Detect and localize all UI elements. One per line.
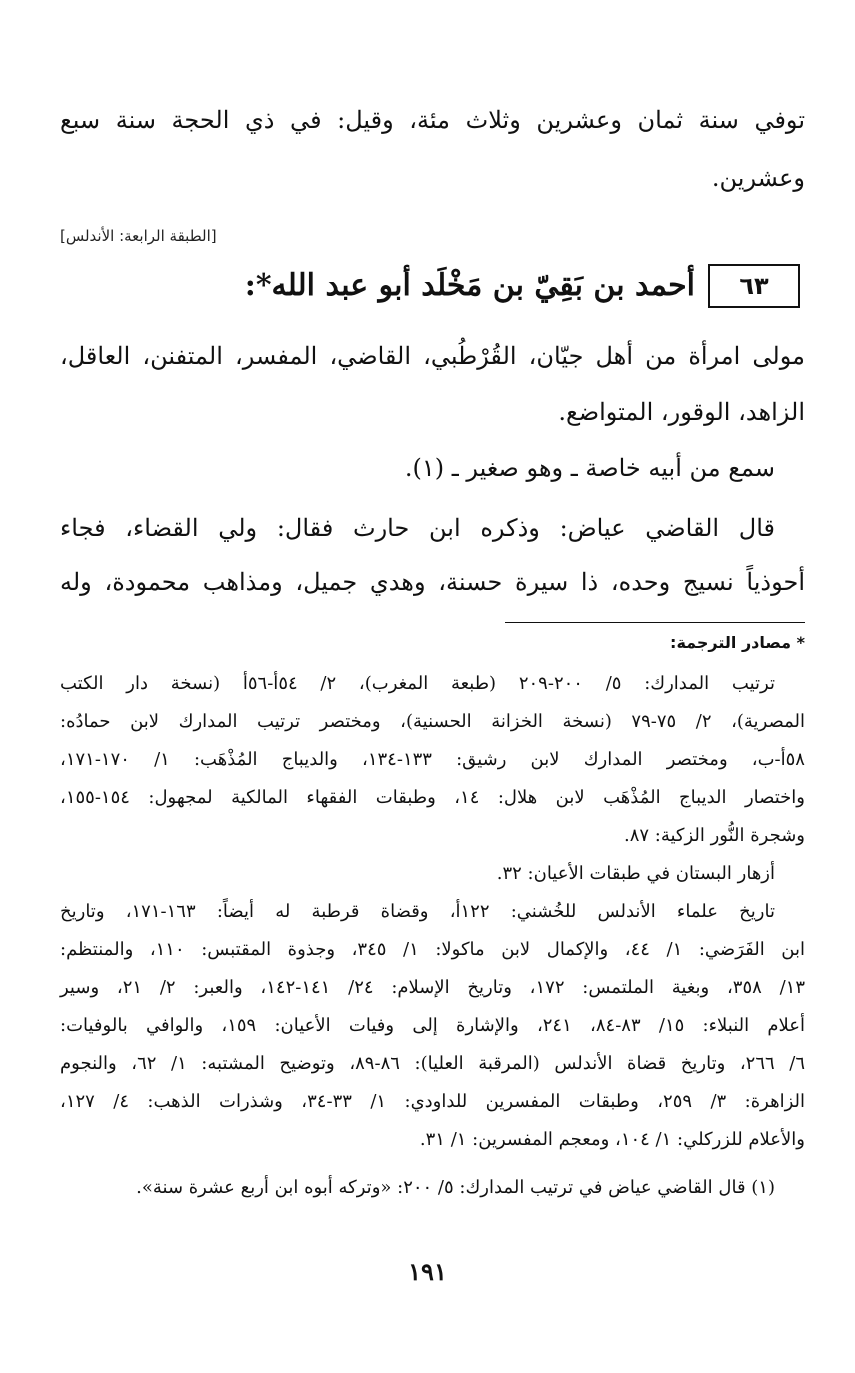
entry-number-box: ٦٣ (708, 264, 800, 308)
sources-line: واختصار الديباج المُذْهَب لابن هلال: ١٤، وطبقات الفقهاء المالكية لمجهول: ١٥٤-١٥٥، (60, 787, 805, 808)
sources-line: ترتيب المدارك: ٥/ ٢٠٠-٢٠٩ (طبعة المغرب)، ٢/ ٥٤أ-٥٦أ (نسخة دار الكتب (60, 673, 775, 694)
sources-line: المصرية)، ٢/ ٧٥-٧٩ (نسخة الخزانة الحسنية)، ومختصر ترتيب المدارك لابن حمادُه: (60, 711, 806, 732)
entry-title: أحمد بن بَقِيّ بن مَخْلَد أبو عبد الله*: (244, 268, 695, 303)
sources-line: وشجرة النُّور الزكية: ٨٧. (623, 825, 805, 846)
body-line-2: الزاهد، الوقور، المتواضع. (558, 398, 805, 426)
body-line-5: أحوذياً نسيج وحده، ذا سيرة حسنة، وهدي جميل، ومذاهب محمودة، وله (60, 568, 805, 596)
sources-line: أزهار البستان في طبقات الأعيان: ٣٢. (496, 863, 775, 884)
sources-line: ابن الفَرَضي: ١/ ٤٤، والإكمال لابن ماكولا: ١/ ٣٤٥، وجذوة المقتبس: ١١٠، والمنتظم: (60, 939, 805, 960)
sources-line: الزاهرة: ٣/ ٢٥٩، وطبقات المفسرين للداودي: ١/ ٣٣-٣٤، وشذرات الذهب: ٤/ ١٢٧، (60, 1091, 805, 1112)
sources-line: أعلام النبلاء: ١٥/ ٨٣-٨٤، ٢٤١، والإشارة إلى وفيات الأعيان: ١٥٩، والوافي بالوفيات: (60, 1015, 806, 1036)
sources-line: ١٣/ ٣٥٨، وبغية الملتمس: ١٧٢، وتاريخ الإسلام: ٢٤/ ١٤١-١٤٢، والعبر: ٢/ ٢١، وسير (60, 977, 805, 998)
sources-heading: * مصادر الترجمة: (670, 633, 805, 652)
sources-line: والأعلام للزركلي: ١/ ١٠٤، ومعجم المفسرين: ١/ ٣١. (419, 1129, 805, 1150)
body-line-3: سمع من أبيه خاصة ـ وهو صغير ـ (١). (404, 454, 775, 482)
body-line-4: قال القاضي عياض: وذكره ابن حارث فقال: ولي القضاء، فجاء (60, 514, 775, 542)
section-tag: [الطبقة الرابعة: الأندلس] (60, 227, 217, 245)
sources-line: تاريخ علماء الأندلس للخُشني: ١٢٢أ، وقضاة قرطبة له أيضاً: ١٦٣-١٧١، وتاريخ (60, 901, 775, 922)
sources-line: ٥٨أ-ب، ومختصر المدارك لابن رشيق: ١٣٣-١٣٤، والديباج المُذْهَب: ١/ ١٧٠-١٧١، (60, 749, 805, 770)
footnote-1: (١) قال القاضي عياض في ترتيب المدارك: ٥/ ٢٠٠: «وتركه أبوه ابن أربع عشرة سنة». (136, 1177, 775, 1198)
sources-line: ٦/ ٢٦٦، وتاريخ قضاة الأندلس (المرقبة العليا): ٨٦-٨٩، وتوضيح المشتبه: ١/ ٦٢، والنجوم (60, 1053, 805, 1074)
body-line-1: مولى امرأة من أهل جيّان، القُرْطُبي، القاضي، المفسر، المتفنن، العاقل، (60, 342, 805, 370)
footnote-divider (505, 622, 805, 623)
top-paragraph-line-2: وعشرين. (711, 164, 805, 192)
page-number: ١٩١ (408, 1257, 447, 1286)
top-paragraph-line-1: توفي سنة ثمان وعشرين وثلاث مئة، وقيل: في ذي الحجة سنة سبع (60, 106, 805, 134)
